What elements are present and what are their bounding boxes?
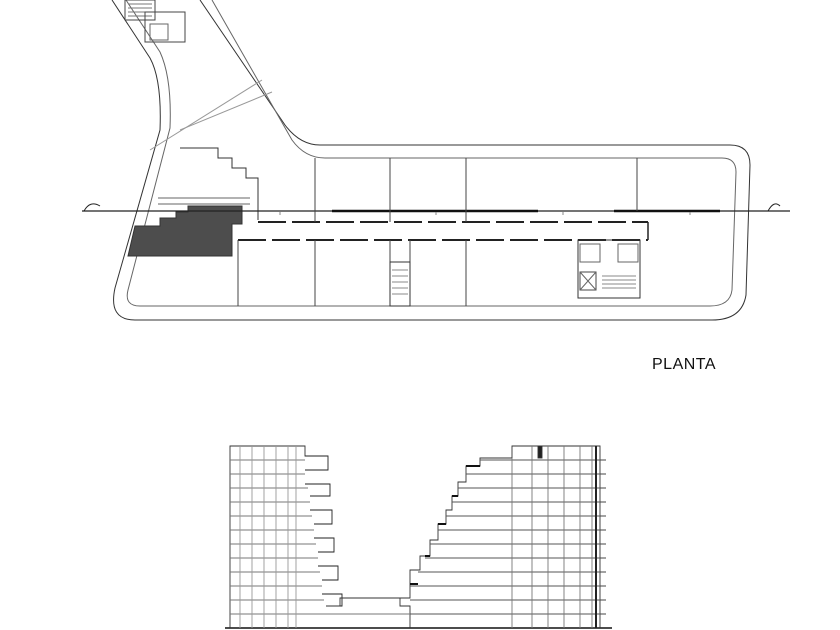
plan-stair-steps (392, 270, 408, 294)
terrace-bars (410, 466, 480, 584)
plan-top-room (150, 24, 168, 40)
plan-lower-columns (238, 240, 466, 306)
plan-upper-wing-line (150, 80, 262, 150)
plan-service-core (578, 240, 640, 298)
plan-service-room (618, 244, 638, 262)
left-tower-terraces (305, 456, 342, 606)
plan-label: PLANTA (652, 356, 717, 373)
section-marker-right (768, 204, 780, 211)
plan-stair-block (125, 0, 155, 20)
plan-upper-columns (315, 158, 637, 222)
plan-elevator-cross (580, 272, 596, 290)
plan-service-room (580, 244, 600, 262)
elevation (225, 446, 612, 628)
plan-upper-wing-line (180, 92, 272, 130)
plan-service-stair (602, 276, 636, 288)
podium-outline (326, 598, 410, 628)
plan-outer-outline (112, 0, 750, 320)
plan-stair-steps (128, 4, 152, 16)
right-building-floors (410, 460, 600, 614)
section-marker-left (84, 204, 100, 211)
plan-grid-ticks (280, 212, 690, 215)
left-tower-verticals (240, 446, 296, 628)
plan-stair-core (390, 262, 410, 306)
plan-step-line (158, 198, 250, 204)
floor-plan (82, 0, 790, 320)
right-building-ticks (600, 460, 606, 614)
plan-dark-block (128, 206, 242, 256)
right-building-outline (400, 446, 600, 628)
roof-element (538, 446, 542, 458)
left-tower-floors (230, 460, 326, 614)
right-building-verticals (512, 446, 592, 628)
left-tower-outline (230, 446, 326, 628)
